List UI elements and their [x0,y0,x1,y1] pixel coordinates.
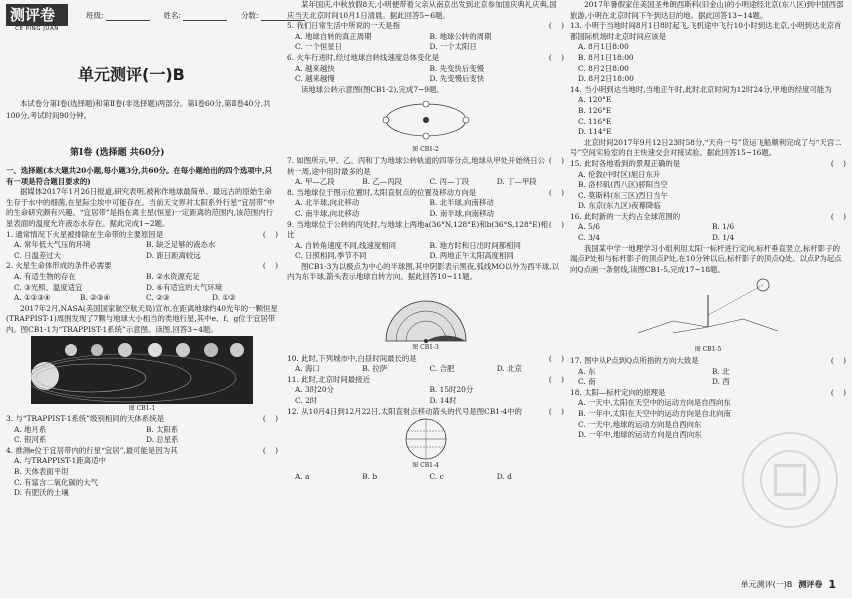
option: C. ③光照、温度适宜 [14,282,83,292]
option[interactable]: C. c [429,471,444,481]
exam-intro: 本试卷分第Ⅰ卷(选择题)和第Ⅱ卷(非选择题)两部分。第Ⅰ卷60分,第Ⅱ卷40分,共100分,考试时间90分钟。 [6,99,271,120]
option[interactable]: D. 先变慢后变快 [429,74,485,84]
question-15: 15. 此时各地看到的景观正确的是 [570,158,681,168]
stem-15-16: 北京时间2017年9月12日23时58分,“天舟一号”货运飞船顺利完成了与“天宫二号”空间实验室的自主快速交会对接试验。据此回答15~16题。 [570,137,842,158]
option[interactable]: B. 一年中,太阳在天空中的运动方向是自北向南 [578,409,731,418]
option[interactable]: B. 缺乏足够的液态水 [146,240,216,250]
stem-10-11: 图CB1-3为以极点为中心的半球图,其中阴影表示黑夜,弧线MO以外为西半球,以内为东半球,箭头表示地球自转方向。据此回答10~11题。 [287,261,559,282]
option[interactable]: C. 3/4 [578,233,600,243]
option[interactable]: C. ②③ [146,293,170,303]
option[interactable]: B. 先变快后变慢 [429,63,484,73]
option[interactable]: C. 116°E [578,116,612,126]
canpoint-watermark-stamp [742,432,838,528]
question-7: 7. 如图所示,甲、乙、丙和丁为地球公转轨道的四等分点,地球从甲处开始绕日公转一周,途中用时最多的是 [287,155,545,176]
option[interactable]: B. 乙—丙段 [362,177,402,187]
option[interactable]: C. 越来越慢 [295,74,335,84]
option[interactable]: C. 日照相同,季节不同 [295,251,367,261]
stem-5-6: 某年国庆,中秋放假8天,小明便带着父亲从南京出发到北京参加国庆典礼庆典,国庆当天北京时间10月1日清晨。据此回答5~6题。 [287,0,557,20]
figure-cb1-4 [287,417,564,472]
option[interactable]: B. 拉萨 [362,364,388,374]
option[interactable]: A. 地球自转的真正周期 [295,31,372,41]
stem-3-4: 2017年2月,NASA(美国国家航空航天局)宣布,在距离地球约40光年的一颗恒星(TRAPPIST-1)周围发现了7颗与地球大小相当的类地行星,其中e、f、g位于宜居带内。图CB1-1为“TRAPPIST-1系统”示意图。读图,回答3~4题。 [6,303,278,334]
option[interactable]: A. 120°E [578,95,612,105]
option[interactable]: B. b [362,471,378,481]
stem-17-18: 我国某中学一地理学习小组利用太阳一标杆进行定向,标杆垂直竖立,标杆影子的端点P处和与标杆影子的顶点P处,在10分钟以后,标杆影子的顶点Q处。以点P为起点向Q点画一条射线,读图CB1-5,完成17~18题。 [570,243,842,274]
question-14: 14. 当小明到达当地时,当地正午时,此时北京时间为12时24分,甲地的经度可能为 [570,84,832,94]
option[interactable]: B. 15时20分 [429,385,474,395]
option[interactable]: A. 自转角速度不同,线速度相同 [295,240,397,250]
figure-cb1-2 [287,95,564,156]
option[interactable]: A. 与TRAPPIST-1距离适中 [14,456,106,466]
earth-orbit-diagram [376,95,476,145]
column-3: 2017年暑假家住美国圣弗朗西斯科(旧金山)的小明途经北京(东八区)到中国西部旅游,小明在北京时间下午到达目的地。据此回答13~14题。 13. 小明于当地时间8月1日8时起飞,飞机途中飞行10小时到达北京,小明到达北京首都国际机场时北京时间应该是 A. 8月1日8:00 B. 8月1日18:00 C. 8月2日8:00 D. 8月2日18:00 14. 当小明到达当地时,当地正午时,此时北京时间为12时24分,甲地的经度可能为 A. 120°E B. 126°E C. 116°E D. 114°E 北京时间2017年9月12日23时58分,“天舟一号”货运飞船顺利完成了与“天宫二号”空间实验室的自主快速交会对接试验。据此回答15~16题。 15. 此时各地看到的景观正确的是 ( ) A. 伦敦(中时区)旭日东升 B. 洛杉矶(西八区)骄阳当空 C. 莫斯科(东三区)烈日当午 D. 东京(东九区)夜幕降临 16. 此时新的一天约占全球范围的 ( ) A. 5/6 B. 1/6 C. 3/4 D. 1/4 我国某中学一地理学习小组利用太阳一标杆进行定向,标杆垂直竖立,标杆影子的端点P处和与标杆影子的顶点P处,在10分钟以后,标杆影子的顶点Q处。以点P为起点向Q点画一条射线,读图CB1-5,完成17~18题。 图 CB1-5 17. 图中从P点到Q点所指的方向大致是 ( ) A. 东 B. 北 C. 南 D. 西 18. 太阳—标杆定向的原理是 ( ) A. 一天中,太阳在天空中的运动方向是自西向东 B. 一年中,太阳在天空中的运动方向是自北向南 C. 一天中,地球的运动方向是自西向东 D. 一年中,地球的运动方向是自西向东 [570,0,846,440]
option[interactable]: B. 北半球,向南移动 [429,198,494,208]
option[interactable]: D. 北京 [496,364,522,374]
option[interactable]: A. 越来越快 [295,63,335,73]
stem-13-14: 2017年暑假家住美国圣弗朗西斯科(旧金山)的小明途经北京(东八区)到中国西部旅游,小明在北京时间下午到达目的地。据此回答13~14题。 [570,0,844,20]
option[interactable]: D. 西 [712,377,730,387]
option: D. ④有适宜的大气环境 [146,282,223,292]
option: A. 有适生物的存在 [14,271,76,281]
option: B. ②水资源充足 [146,271,200,281]
question-2: 2. 火星生命体形成的条件必需要 [6,261,112,271]
question-17: 17. 图中从P点到Q点所指的方向大致是 [570,356,699,366]
option[interactable]: A. 5/6 [578,222,600,232]
option[interactable]: A. 北半球,向北移动 [295,198,360,208]
option[interactable]: C. 一天中,地球的运动方向是自西向东 [578,419,702,429]
option[interactable]: B. 北 [712,366,730,376]
sun-direct-point-diagram [394,417,458,461]
instructions: 一、选择题(本大题共20小题,每小题3分,共60分。在每小题给出的四个选项中,只有一项是符合题目要求的) [6,166,273,186]
figure-caption: 图 CB1-5 [694,346,722,354]
option[interactable]: C. 一个恒星日 [295,42,343,52]
option[interactable]: D. 14时 [429,396,457,406]
option[interactable]: A. a [295,471,310,481]
name-label: 姓名: [163,11,182,20]
option[interactable]: A. 甲—乙段 [295,177,335,187]
option[interactable]: B. 1/6 [712,222,735,232]
question-3: 3. 与“TRAPPIST-1系统”级别相同的天体系统是 [6,414,164,424]
stem-7-9: 读地球公转示意图(图CB1-2),完成7~9题。 [301,84,444,94]
option[interactable]: B. 地方时和日出时间都相同 [429,240,521,250]
name-blank[interactable] [183,12,227,21]
option[interactable]: C. 银河系 [14,435,47,445]
column-2: 某年国庆,中秋放假8天,小明便带着父亲从南京出发到北京参加国庆典礼庆典,国庆当天北京时间10月1日清晨。据此回答5~6题。 5. 我们日常生活中所说的一天是指 ( ) A. 地球自转的真正周期 B. 地球公转的周期 C. 一个恒星日 D. 一个太阳日 6. 火车行进时,经过地球自转线速度总体变化是 ( ) A. 越来越快 B. 先变快后变慢 C. 越来越慢 D. 先变慢后变快 读地球公转示意图(图CB1-2),完成7~9题。 图 CB1-2 7. 如图所示,甲、乙、丙和丁为地球公转轨道的四等分点,地球从甲处开始绕日公转一周,途中用时最多的是 ( ) A. 甲—乙段 B. 乙—丙段 C. 丙—丁段 D. 丁—甲段 8. 当地球位于图示位置时,太阳直射点的位置及移动方向是 ( ) A. 北半球,向北移动 B. 北半球,向南移动 C. 南半球,向北移动 D. 南半球,向南移动 9. 当地球位于公转的丙处时,与地球上两地a(36°N,128°E)和b(36°S,128°E)相比 ( ) A. 自转角速度不同,线速度相同 B. 地方时和日出时间都相同 C. 日照相同,季节不同 D. 两地正午太阳高度相同 图CB1-3为以极点为中心的半球图,其中阴影表示黑夜,弧线MO以外为西半球,以内为东半球,箭头表示地球自转方向。据此回答10~11题。 图 CB1-3 10. 此时,下列城市中,白昼时间最长的是 ( ) A. 海口 B. 拉萨 C. 合肥 D. 北京 11. 此时,北京时间最接近 ( ) A. 3时20分 B. 15时20分 C. 2时 D. 14时 12. 从10月4日到12月22日,太阳直射点移动箭头的代号是图CB1-4中的 ( ) 图 CB1-4 A. a B. b C. c D. d [287,0,564,481]
option[interactable]: C. 8月2日8:00 [578,63,629,73]
option[interactable]: D. 8月2日18:00 [578,74,634,84]
question-12: 12. 从10月4日到12月22日,太阳直射点移动箭头的代号是图CB1-4中的 [287,406,522,416]
option[interactable]: A. 东 [578,366,596,376]
figure-cb1-5 [570,275,846,356]
option[interactable]: B. 天体表面平坦 [14,467,69,477]
figure-caption: 图 CB1-4 [412,462,439,470]
option[interactable]: D. 两地正午太阳高度相同 [429,251,514,261]
option[interactable]: D. 丁—甲段 [496,177,537,187]
score-label: 分数: [241,11,259,20]
brand-logo [6,4,68,38]
option[interactable]: C. 莫斯科(东三区)烈日当午 [578,190,668,200]
student-info-fields [86,10,305,21]
footer-tag: 测评卷 [798,580,823,589]
option[interactable]: A. 海口 [295,364,320,374]
question-4: 4. 推测e位于宜居带内的行星“宜居”,最可能是因为其 [6,445,178,455]
option[interactable]: D. ①② [212,293,236,303]
question-8: 8. 当地球位于图示位置时,太阳直射点的位置及移动方向是 [287,187,477,197]
option[interactable]: B. 太阳系 [146,424,179,434]
question-11: 11. 此时,北京时间最接近 [287,374,370,384]
figure-caption: 图 CB1-2 [412,146,439,154]
option[interactable]: D. 一年中,地球的运动方向是自西向东 [578,430,702,440]
sun-pole-diagram [633,275,783,345]
option[interactable]: D. 一个太阳日 [429,42,477,52]
polar-hemisphere-diagram [381,283,471,343]
logo-subtitle: CE PING JUAN [15,26,59,32]
option[interactable]: C. 合肥 [429,364,455,374]
option[interactable]: C. 2时 [295,396,318,406]
class-blank[interactable] [106,12,150,21]
option[interactable]: A. ①②③④ [14,293,51,303]
option[interactable]: A. 地月系 [14,424,47,434]
option[interactable]: C. 日温差过大 [14,250,62,260]
question-6: 6. 火车行进时,经过地球自转线速度总体变化是 [287,52,440,62]
section-heading: 第Ⅰ卷 (选择题 共60分) [70,148,165,158]
option[interactable]: A. 常年低大气压的环境 [14,240,91,250]
class-label: 班级: [86,11,104,20]
question-1: 1. 通常情况下火星被排除在生命带的主要原因是 [6,229,164,239]
figure-cb1-3 [287,283,564,354]
figure-caption: 图 CB1-1 [128,404,156,412]
logo-text: 测评卷 [6,4,68,26]
option[interactable]: B. 126°E [578,105,612,115]
page-number: 1 [828,578,836,591]
option[interactable]: C. 南半球,向北移动 [295,208,360,218]
figure-caption: 图 CB1-3 [412,344,439,352]
option[interactable]: D. 东京(东九区)夜幕降临 [578,201,661,211]
option[interactable]: C. 有富含二氧化碳的大气 [14,477,98,487]
question-13: 13. 小明于当地时间8月1日8时起飞,飞机途中飞行10小时到达北京,小明到达北京首都国际机场时北京时间应该是 [570,21,842,41]
option[interactable]: B. 地球公转的周期 [429,31,492,41]
page-footer [741,578,836,591]
question-18: 18. 太阳—标杆定向的原理是 [570,387,666,397]
column-1: 一、选择题(本大题共20小题,每小题3分,共60分。在每小题给出的四个选项中,只有一项是符合题目要求的) 据媒体2017年1月26日报道,研究表明,被称作地球最简单、最远古的原始生命生存于水中的细菌,在星际尘埃中可能存在。当前天文界对太阳系外行星“宜居带”中的生命研究颇有兴趣。“宜居带”是指在离主星(恒星)一定距离的范围内,该范围内行星表面的温度允许液态水存在。据此完成1~2题。 1. 通常情况下火星被排除在生命带的主要原因是 ( ) A. 常年低大气压的环境 B. 缺乏足够的液态水 C. 日温差过大 D. 距日距离较远 2. 火星生命体形成的条件必需要 ( ) A. 有适生物的存在 B. ②水资源充足 C. ③光照、温度适宜 D. ④有适宜的大气环境 A. ①②③④ B. ②③④ C. ②③ D. ①② 2017年2月,NASA(美国国家航空航天局)宣布,在距离地球约40光年的一颗恒星(TRAPPIST-1)周围发现了7颗与地球大小相当的类地行星,其中e、f、g位于宜居带内。图CB1-1为“TRAPPIST-1系统”示意图。读图,回答3~4题。 图 CB1-1 3. 与“TRAPPIST-1系统”级别相同的天体系统是 ( ) A. 地月系 B. 太阳系 C. 银河系 D. 总星系 4. 推测e位于宜居带内的行星“宜居”,最可能是因为其 ( ) A. 与TRAPPIST-1距离适中 B. 天体表面平坦 C. 有富含二氧化碳的大气 D. 有肥沃的土壤 [6,166,278,498]
option[interactable]: A. 一天中,太阳在天空中的运动方向是自西向东 [578,398,731,408]
option[interactable]: D. 114°E [578,127,612,137]
option[interactable]: C. 丙—丁段 [429,177,470,187]
option[interactable]: A. 8月1日8:00 [578,42,629,52]
question-9: 9. 当地球位于公转的丙处时,与地球上两地a(36°N,128°E)和b(36°S,128°E)相比 [287,219,548,240]
option[interactable]: C. 南 [578,377,596,387]
option[interactable]: D. 距日距离较远 [146,250,201,260]
option[interactable]: B. 8月1日18:00 [578,52,634,62]
option[interactable]: D. 总星系 [146,435,179,445]
stem-1-2: 据媒体2017年1月26日报道,研究表明,被称作地球最简单、最远古的原始生命生存于水中的细菌,在星际尘埃中可能存在。当前天文界对太阳系外行星“宜居带”中的生命研究颇有兴趣。“宜居带”是指在离主星(恒星)一定距离的范围内,该范围内行星表面的温度允许液态水存在。据此完成1~2题。 [6,187,275,228]
option[interactable]: B. 洛杉矶(西八区)骄阳当空 [578,180,668,190]
question-5: 5. 我们日常生活中所说的一天是指 [287,21,400,31]
trappist-system-diagram [31,336,253,404]
option[interactable]: B. ②③④ [80,293,111,303]
question-10: 10. 此时,下列城市中,白昼时间最长的是 [287,353,417,363]
figure-cb1-1 [6,336,278,415]
option[interactable]: A. 3时20分 [295,385,334,395]
page-title: 单元测评(一)B [78,65,185,84]
option[interactable]: D. 1/4 [712,233,735,243]
option[interactable]: D. 有肥沃的土壤 [14,488,69,498]
footer-label: 单元测评(一)B [740,580,793,589]
option[interactable]: A. 伦敦(中时区)旭日东升 [578,169,661,179]
option[interactable]: D. 南半球,向南移动 [429,208,494,218]
option[interactable]: D. d [496,471,512,481]
question-16: 16. 此时新的一天约占全球范围的 [570,211,681,221]
